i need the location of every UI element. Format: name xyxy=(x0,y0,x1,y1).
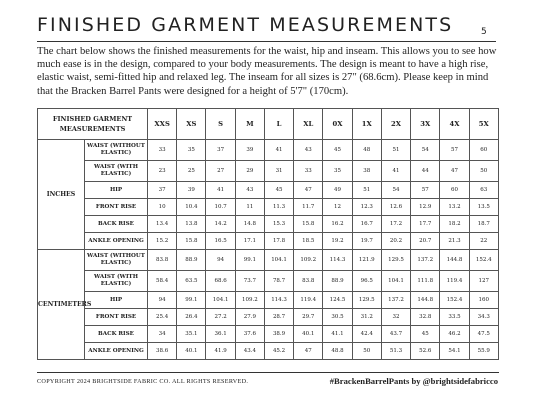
page-number: 5 xyxy=(481,27,487,37)
measurement-value: 127 xyxy=(469,271,498,292)
measurement-value: 104.1 xyxy=(264,250,293,271)
measurement-value: 42.4 xyxy=(352,326,381,343)
measurement-value: 22 xyxy=(469,233,498,250)
measurement-value: 35 xyxy=(323,161,352,182)
size-header-xs: XS xyxy=(177,109,206,140)
measurement-label: ANKLE OPENING xyxy=(85,233,148,250)
table-corner-label: FINISHED GARMENT MEASUREMENTS xyxy=(38,109,148,140)
measurement-value: 40.1 xyxy=(294,326,323,343)
measurement-value: 27.2 xyxy=(206,309,235,326)
size-header-2x: 2X xyxy=(381,109,410,140)
measurement-label: FRONT RISE xyxy=(85,309,148,326)
measurement-value: 45 xyxy=(264,182,293,199)
measurement-value: 39 xyxy=(177,182,206,199)
measurement-value: 54 xyxy=(411,140,440,161)
measurement-value: 30.5 xyxy=(323,309,352,326)
measurement-value: 83.8 xyxy=(294,271,323,292)
measurement-value: 16.2 xyxy=(323,216,352,233)
measurement-value: 38.9 xyxy=(264,326,293,343)
measurement-value: 38.6 xyxy=(148,343,177,360)
measurement-value: 10 xyxy=(148,199,177,216)
measurement-value: 45.2 xyxy=(264,343,293,360)
measurement-value: 11 xyxy=(235,199,264,216)
measurement-value: 119.4 xyxy=(440,271,469,292)
measurement-value: 124.5 xyxy=(323,292,352,309)
table-row xyxy=(38,161,499,182)
measurement-value: 40.1 xyxy=(177,343,206,360)
measurement-value: 13.2 xyxy=(440,199,469,216)
measurement-value: 137.2 xyxy=(381,292,410,309)
measurement-value: 15.3 xyxy=(264,216,293,233)
measurement-value: 109.2 xyxy=(294,250,323,271)
measurement-value: 144.8 xyxy=(411,292,440,309)
size-header-0x: 0X xyxy=(323,109,352,140)
measurement-value: 37 xyxy=(148,182,177,199)
measurement-value: 47 xyxy=(294,343,323,360)
measurement-value: 94 xyxy=(206,250,235,271)
table-row xyxy=(38,292,499,309)
measurement-value: 39 xyxy=(235,140,264,161)
measurement-value: 109.2 xyxy=(235,292,264,309)
measurement-value: 17.1 xyxy=(235,233,264,250)
measurement-value: 88.9 xyxy=(177,250,206,271)
measurement-value: 27.9 xyxy=(235,309,264,326)
measurement-value: 33 xyxy=(294,161,323,182)
measurement-value: 20.7 xyxy=(411,233,440,250)
hashtag-credit: #BrackenBarrelPants by @brightsidefabricco xyxy=(329,376,498,386)
measurement-value: 51.3 xyxy=(381,343,410,360)
size-header-l: L xyxy=(264,109,293,140)
size-header-5x: 5X xyxy=(469,109,498,140)
measurement-value: 152.4 xyxy=(440,292,469,309)
measurement-value: 17.7 xyxy=(411,216,440,233)
measurement-value: 63 xyxy=(469,182,498,199)
measurement-value: 83.8 xyxy=(148,250,177,271)
measurement-value: 47 xyxy=(294,182,323,199)
measurement-value: 33.5 xyxy=(440,309,469,326)
measurement-value: 54.1 xyxy=(440,343,469,360)
measurement-value: 34.3 xyxy=(469,309,498,326)
measurement-value: 29 xyxy=(235,161,264,182)
measurement-value: 94 xyxy=(148,292,177,309)
size-header-3x: 3X xyxy=(411,109,440,140)
measurement-value: 60 xyxy=(440,182,469,199)
measurement-value: 14.2 xyxy=(206,216,235,233)
measurement-value: 12.3 xyxy=(352,199,381,216)
measurement-value: 43.4 xyxy=(235,343,264,360)
measurement-value: 152.4 xyxy=(469,250,498,271)
measurement-value: 17.2 xyxy=(381,216,410,233)
measurement-value: 52.6 xyxy=(411,343,440,360)
measurement-label: HIP xyxy=(85,182,148,199)
title-divider xyxy=(37,41,496,42)
measurement-value: 10.7 xyxy=(206,199,235,216)
measurement-label: ANKLE OPENING xyxy=(85,343,148,360)
table-row xyxy=(38,343,499,360)
measurement-value: 60 xyxy=(469,140,498,161)
measurement-value: 114.3 xyxy=(264,292,293,309)
measurement-value: 58.4 xyxy=(148,271,177,292)
measurement-label: HIP xyxy=(85,292,148,309)
measurement-value: 41.1 xyxy=(323,326,352,343)
measurement-value: 51 xyxy=(352,182,381,199)
measurement-label: WAIST (WITHOUT ELASTIC) xyxy=(85,140,148,161)
unit-label: CENTIMETERS xyxy=(38,250,85,360)
measurement-value: 45 xyxy=(323,140,352,161)
measurement-value: 28.7 xyxy=(264,309,293,326)
measurement-value: 47.5 xyxy=(469,326,498,343)
measurement-value: 29.7 xyxy=(294,309,323,326)
size-header-xxs: XXS xyxy=(148,109,177,140)
measurement-value: 37 xyxy=(206,140,235,161)
table-row xyxy=(38,271,499,292)
measurement-value: 32.8 xyxy=(411,309,440,326)
measurement-value: 18.7 xyxy=(469,216,498,233)
measurement-value: 121.9 xyxy=(352,250,381,271)
measurement-value: 73.7 xyxy=(235,271,264,292)
measurement-label: WAIST (WITHOUT ELASTIC) xyxy=(85,250,148,271)
measurement-value: 10.4 xyxy=(177,199,206,216)
footer-divider xyxy=(37,372,499,373)
measurement-value: 50 xyxy=(352,343,381,360)
measurement-value: 68.6 xyxy=(206,271,235,292)
measurement-value: 21.3 xyxy=(440,233,469,250)
measurement-value: 23 xyxy=(148,161,177,182)
measurement-value: 63.5 xyxy=(177,271,206,292)
measurement-value: 43 xyxy=(235,182,264,199)
measurement-value: 99.1 xyxy=(235,250,264,271)
measurement-value: 19.2 xyxy=(323,233,352,250)
measurement-value: 129.5 xyxy=(381,250,410,271)
size-header-xl: XL xyxy=(294,109,323,140)
measurement-value: 35.1 xyxy=(177,326,206,343)
measurement-value: 20.2 xyxy=(381,233,410,250)
measurement-value: 12.9 xyxy=(411,199,440,216)
measurement-value: 137.2 xyxy=(411,250,440,271)
measurement-value: 88.9 xyxy=(323,271,352,292)
table-row xyxy=(38,326,499,343)
measurement-value: 43 xyxy=(294,140,323,161)
measurement-value: 160 xyxy=(469,292,498,309)
unit-label: INCHES xyxy=(38,140,85,250)
measurement-value: 119.4 xyxy=(294,292,323,309)
measurement-value: 111.8 xyxy=(411,271,440,292)
size-header-4x: 4X xyxy=(440,109,469,140)
measurement-value: 13.8 xyxy=(177,216,206,233)
measurement-value: 57 xyxy=(440,140,469,161)
table-row xyxy=(38,216,499,233)
measurement-value: 38 xyxy=(352,161,381,182)
measurement-value: 49 xyxy=(323,182,352,199)
measurement-value: 17.8 xyxy=(264,233,293,250)
table-row xyxy=(38,233,499,250)
measurement-value: 96.5 xyxy=(352,271,381,292)
measurements-table xyxy=(37,108,499,360)
measurement-value: 16.5 xyxy=(206,233,235,250)
table-row xyxy=(38,140,499,161)
measurement-value: 43.7 xyxy=(381,326,410,343)
copyright-notice: COPYRIGHT 2024 BRIGHTSIDE FABRIC CO. ALL RIGHTS RESERVED. xyxy=(37,378,249,385)
measurement-value: 25.4 xyxy=(148,309,177,326)
measurement-value: 47 xyxy=(440,161,469,182)
measurement-value: 13.4 xyxy=(148,216,177,233)
size-header-1x: 1X xyxy=(352,109,381,140)
measurement-value: 18.2 xyxy=(440,216,469,233)
measurement-value: 12 xyxy=(323,199,352,216)
table-row xyxy=(38,250,499,271)
measurement-value: 99.1 xyxy=(177,292,206,309)
table-row xyxy=(38,182,499,199)
measurement-value: 48 xyxy=(352,140,381,161)
measurement-value: 104.1 xyxy=(206,292,235,309)
measurement-value: 48.8 xyxy=(323,343,352,360)
measurement-value: 15.2 xyxy=(148,233,177,250)
measurement-label: WAIST (WITH ELASTIC) xyxy=(85,271,148,292)
measurement-value: 78.7 xyxy=(264,271,293,292)
measurement-value: 13.5 xyxy=(469,199,498,216)
size-header-s: S xyxy=(206,109,235,140)
measurement-value: 18.5 xyxy=(294,233,323,250)
measurement-value: 15.8 xyxy=(294,216,323,233)
measurement-value: 54 xyxy=(381,182,410,199)
measurement-value: 25 xyxy=(177,161,206,182)
measurement-value: 55.9 xyxy=(469,343,498,360)
measurement-value: 26.4 xyxy=(177,309,206,326)
measurement-value: 12.6 xyxy=(381,199,410,216)
measurement-value: 41 xyxy=(381,161,410,182)
measurement-value: 129.5 xyxy=(352,292,381,309)
measurement-value: 51 xyxy=(381,140,410,161)
measurement-value: 11.3 xyxy=(264,199,293,216)
measurement-value: 32 xyxy=(381,309,410,326)
measurement-value: 104.1 xyxy=(381,271,410,292)
size-header-m: M xyxy=(235,109,264,140)
measurement-value: 50 xyxy=(469,161,498,182)
page-title: FINISHED GARMENT MEASUREMENTS xyxy=(37,14,454,36)
measurement-value: 33 xyxy=(148,140,177,161)
measurement-label: BACK RISE xyxy=(85,326,148,343)
measurement-value: 41 xyxy=(206,182,235,199)
measurement-value: 41 xyxy=(264,140,293,161)
measurement-value: 35 xyxy=(177,140,206,161)
measurement-value: 14.8 xyxy=(235,216,264,233)
measurement-value: 11.7 xyxy=(294,199,323,216)
measurement-label: BACK RISE xyxy=(85,216,148,233)
measurement-value: 15.8 xyxy=(177,233,206,250)
measurement-value: 19.7 xyxy=(352,233,381,250)
measurement-value: 31.2 xyxy=(352,309,381,326)
measurement-value: 16.7 xyxy=(352,216,381,233)
measurement-value: 41.9 xyxy=(206,343,235,360)
table-row xyxy=(38,309,499,326)
intro-paragraph: The chart below shows the finished measurements for the waist, hip and inseam. This allows you to see how much ease is in the design, compared to your body measurements. The design is meant to have a high rise, elastic waist, semi-fitted hip and relaxed leg. The inseam for all sizes is 27" (68.6cm). Please keep in mind that the Bracken Barrel Pants were designed for a height of 5'7" (170cm). xyxy=(37,46,497,97)
measurement-value: 27 xyxy=(206,161,235,182)
size-header-row xyxy=(38,109,499,140)
measurement-value: 31 xyxy=(264,161,293,182)
measurement-value: 144.8 xyxy=(440,250,469,271)
measurement-label: WAIST (WITH ELASTIC) xyxy=(85,161,148,182)
table-row xyxy=(38,199,499,216)
measurement-value: 44 xyxy=(411,161,440,182)
measurement-value: 57 xyxy=(411,182,440,199)
measurement-value: 45 xyxy=(411,326,440,343)
measurement-value: 36.1 xyxy=(206,326,235,343)
measurement-value: 37.6 xyxy=(235,326,264,343)
measurement-value: 114.3 xyxy=(323,250,352,271)
measurements-table-body xyxy=(38,109,499,360)
measurement-value: 46.2 xyxy=(440,326,469,343)
measurement-value: 34 xyxy=(148,326,177,343)
measurement-label: FRONT RISE xyxy=(85,199,148,216)
